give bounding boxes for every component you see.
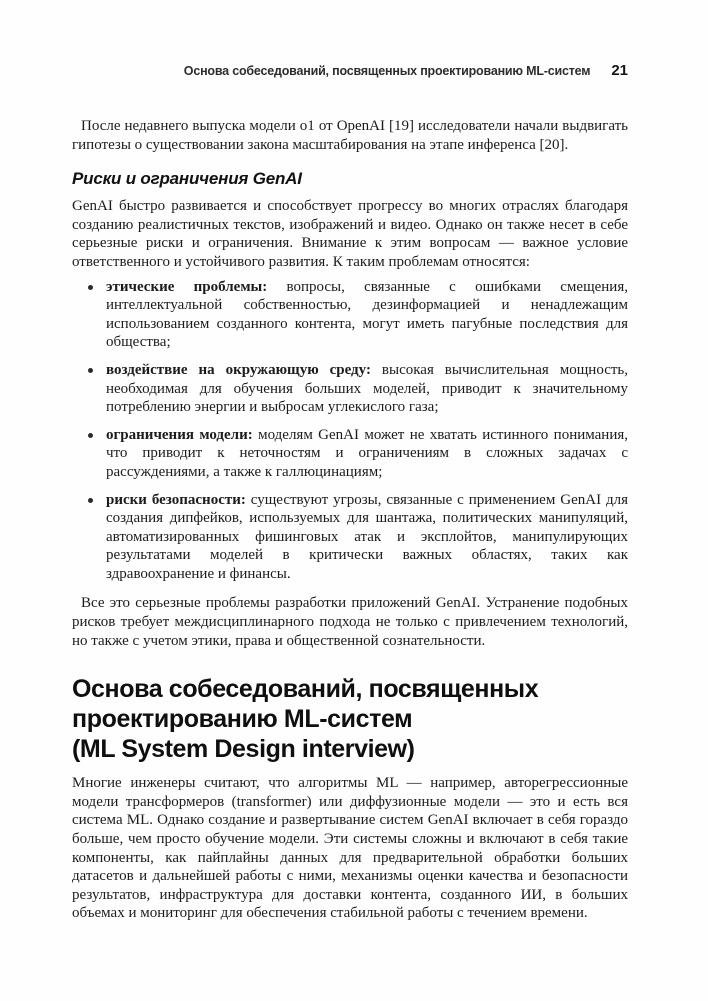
list-item-security-risks	[72, 491, 628, 584]
bullet-lead: воздействие на окружающую среду:	[106, 361, 371, 378]
running-head	[72, 62, 628, 79]
bullet-icon	[88, 368, 93, 373]
bullet-icon	[88, 285, 93, 290]
list-item-model-limitations	[72, 426, 628, 482]
bullet-lead: риски безопасности:	[106, 491, 246, 508]
list-item-ethics	[72, 278, 628, 352]
risks-lead-paragraph: GenAI быстро развивается и способствует прогрессу во многих отраслях благодаря созданию реалистичных текстов, изображений и видео. Однако он также несет в себе серьезные риски и ограничения. Внимание к этим вопросам — важное условие ответственного и устойчивого развития. К таким проблемам относятся:	[72, 198, 628, 270]
bullet-lead: этические проблемы:	[106, 278, 268, 295]
bullet-text: высокая вычислительная мощность, необходимая для обучения больших моделей, приводит к значительному потреблению энергии и выбросам углекислого газа;	[106, 361, 629, 416]
intro-paragraph: После недавнего выпуска модели o1 от OpenAI [19] исследователи начали выдвигать гипотезы о существовании закона масштабирования на этапе инференса [20].	[72, 118, 628, 153]
risks-list	[72, 278, 628, 584]
bullet-text: моделям GenAI может не хватать истинного понимания, что приводит к неточностям и ограничениям в сложных задачах с рассуждениями, а также к галлюцинациям;	[106, 426, 629, 480]
bullet-icon	[88, 433, 93, 438]
bullet-text: вопросы, связанные с ошибками смещения, интеллектуальной собственностью, дезинформацией и ненадлежащим использованием созданного контента, могут иметь пагубные последствия для общества;	[106, 278, 628, 351]
chapter-heading-line-3: (ML System Design interview)	[72, 735, 415, 764]
page-number: 21	[611, 62, 628, 79]
bullet-lead: ограничения модели:	[106, 426, 253, 443]
bullet-icon	[88, 498, 93, 503]
chapter-heading-line-1: Основа собеседований, посвященных	[72, 675, 539, 704]
running-head-title: Основа собеседований, посвященных проектированию ML-систем	[183, 64, 591, 78]
list-item-environment	[72, 361, 628, 417]
section-heading-genai-risks: Риски и ограничения GenAI	[72, 169, 302, 189]
chapter-intro-paragraph: Многие инженеры считают, что алгоритмы ML — например, авторегрессионные модели трансформеров (transformer) или диффузионные модели — это и есть вся система ML. Однако создание и развертывание систем GenAI включает в себя гораздо больше, чем просто обучение модели. Эти системы сложны и включают в себя такие компоненты, как пайплайны данных для предварительной обработки больших датасетов и дальнейшей работы с ними, механизмы оценки качества и безопасности результатов, инфраструктура для доставки контента, созданного ИИ, в больших объемах и мониторинг для обеспечения стабильной работы с течением времени.	[72, 775, 628, 922]
page-content	[72, 117, 628, 923]
chapter-heading-line-2: проектированию ML-систем	[72, 705, 413, 734]
risks-closing-paragraph: Все это серьезные проблемы разработки приложений GenAI. Устранение подобных рисков требует междисциплинарного подхода не только с привлечением технологий, но также с учетом этики, права и общественной сознательности.	[72, 595, 628, 649]
bullet-text: существуют угрозы, связанные с применением GenAI для создания дипфейков, используемых для шантажа, политических манипуляций, автоматизированных фишинговых атак и эксплойтов, манипулирующих результатами моделей в критически важных областях, таких как здравоохранение и финансы.	[106, 491, 628, 582]
chapter-heading	[72, 674, 628, 764]
